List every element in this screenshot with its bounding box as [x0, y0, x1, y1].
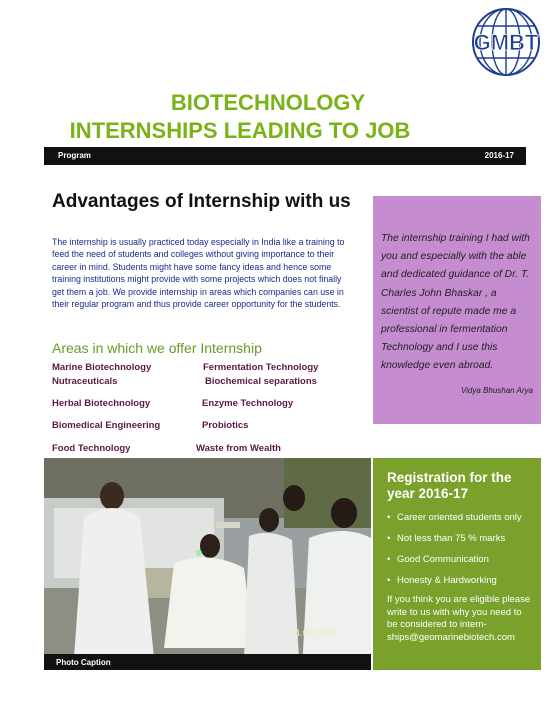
testimonial-author: Vidya Bhushan Arya: [460, 386, 533, 395]
program-bar: [44, 147, 526, 165]
list-item: • Honesty & Hardworking: [387, 575, 541, 587]
area-item: Biochemical separations: [205, 376, 317, 387]
photo-caption-bar: [44, 654, 371, 670]
areas-heading: Areas in which we offer Internship: [52, 340, 262, 356]
logo-lettering: GMBT: [473, 30, 539, 55]
area-item: Marine Biotechnology: [52, 362, 152, 373]
area-item: Probiotics: [202, 420, 249, 431]
year-label: 2016-17: [484, 151, 514, 160]
registration-note: If you think you are eligible please write to us with why you need to be considered to intern-ships@geomarinebiotech.com: [387, 594, 531, 643]
list-item: • Not less than 75 % marks: [387, 533, 541, 545]
area-item: Biomedical Engineering: [52, 420, 161, 431]
list-item: • Career oriented students only: [387, 512, 541, 524]
title-line-2: INTERNSHIPS LEADING TO JOB: [69, 118, 411, 143]
program-label: Program: [58, 151, 91, 160]
list-item: • Good Communication: [387, 554, 541, 566]
organization-logo: [470, 6, 542, 78]
registration-box: [373, 458, 541, 670]
testimonial-box: [373, 196, 541, 424]
area-item: Herbal Biotechnology: [52, 398, 151, 409]
photo-caption: Photo Caption: [56, 658, 111, 667]
photo-timestamp: 24.01.2009: [290, 628, 336, 638]
advantages-heading: Advantages of Internship with us: [52, 191, 351, 212]
area-item: Enzyme Technology: [202, 398, 294, 409]
area-item: Waste from Wealth: [196, 443, 281, 454]
title-line-1: BIOTECHNOLOGY: [170, 90, 366, 115]
lab-photo: [44, 458, 371, 670]
area-item: Nutraceuticals: [52, 376, 118, 387]
advantages-body: The internship is usually practiced today especially in India like a training to feed the need of students and colleges without giving importance to their career in mind. Students might have some fancy ideas and hence some training institutions might provide with some projects which does not finally get them a job. We provide internship in areas which companies can use in their regular program and thus provide career opportunity for the students.: [52, 237, 345, 310]
testimonial-text: The internship training I had with you and especially with the able and dedicated guidance of Dr. T. Charles John Bhaskar , a scientist of repute made me a professional in fermentation Technology and I use this knowledge even abroad.: [381, 233, 530, 372]
registration-criteria: [387, 512, 541, 587]
registration-heading: Registration for the year 2016-17: [387, 470, 512, 501]
area-item: Fermentation Technology: [203, 362, 319, 373]
area-item: Food Technology: [52, 443, 131, 454]
